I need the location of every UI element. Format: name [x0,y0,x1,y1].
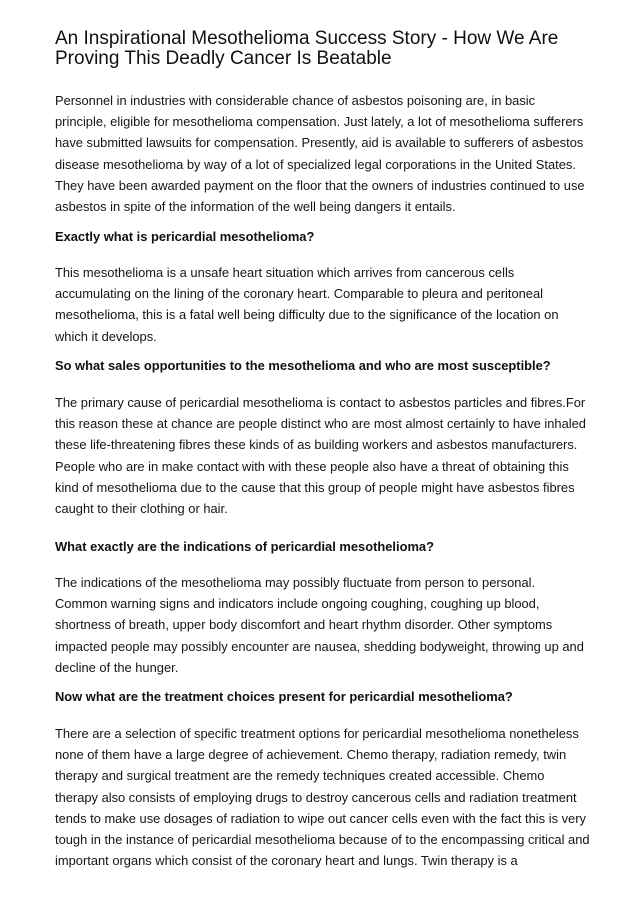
page-title: An Inspirational Mesothelioma Success Story - How We Are Proving This Deadly Cancer Is Beatable [55,28,559,69]
section-paragraph-causes: The primary cause of pericardial mesothelioma is contact to asbestos particles and fibres.For this reason these at chance are people distinct who are most almost certainly to have inhaled these life-threatening fibres these kinds of as building workers and asbestos manufacturers. People who are in make contact with with these people also have a threat of obtaining this kind of mesothelioma due to the cause that this group of people might have asbestos fibres caught to their clothing or hair. [55,395,586,517]
section-heading-indications: What exactly are the indications of pericardial mesothelioma? [55,539,434,554]
section-heading-treatment: Now what are the treatment choices present for pericardial mesothelioma? [55,689,513,704]
section-paragraph-what-is: This mesothelioma is a unsafe heart situation which arrives from cancerous cells accumulating on the lining of the coronary heart. Comparable to pleura and peritoneal mesothelioma, this is a fatal well being difficulty due to the significance of the location on which it develops. [55,265,559,344]
section-paragraph-treatment: There are a selection of specific treatment options for pericardial mesothelioma nonetheless none of them have a large degree of achievement. Chemo therapy, radiation remedy, twin therapy and surgical treatment are the remedy techniques created accessible. Chemo therapy also consists of employing drugs to destroy cancerous cells and radiation treatment tends to make use dosages of radiation to wipe out cancer cells even with the fact this is very tough in the instance of pericardial mesothelioma because of to the encompassing critical and important organs which consist of the coronary heart and lungs. Twin therapy is a [55,726,590,869]
section-heading-causes: So what sales opportunities to the mesothelioma and who are most susceptible? [55,358,551,373]
intro-paragraph: Personnel in industries with considerable chance of asbestos poisoning are, in basic principle, eligible for mesothelioma compensation. Just lately, a lot of mesothelioma sufferers have submitted lawsuits for compensation. Presently, aid is available to sufferers of asbestos disease mesothelioma by way of a lot of specialized legal corporations in the United States. They have been awarded payment on the floor that the owners of industries continued to use asbestos in spite of the information of the well being dangers it entails. [55,93,585,215]
section-paragraph-indications: The indications of the mesothelioma may possibly fluctuate from person to personal. Common warning signs and indicators include ongoing coughing, coughing up blood, shortness of breath, upper body discomfort and heart rhythm disorder. Other symptoms impacted people may possibly encounter are nausea, shedding bodyweight, throwing up and decline of the hunger. [55,575,584,675]
section-heading-what-is: Exactly what is pericardial mesothelioma? [55,229,315,244]
